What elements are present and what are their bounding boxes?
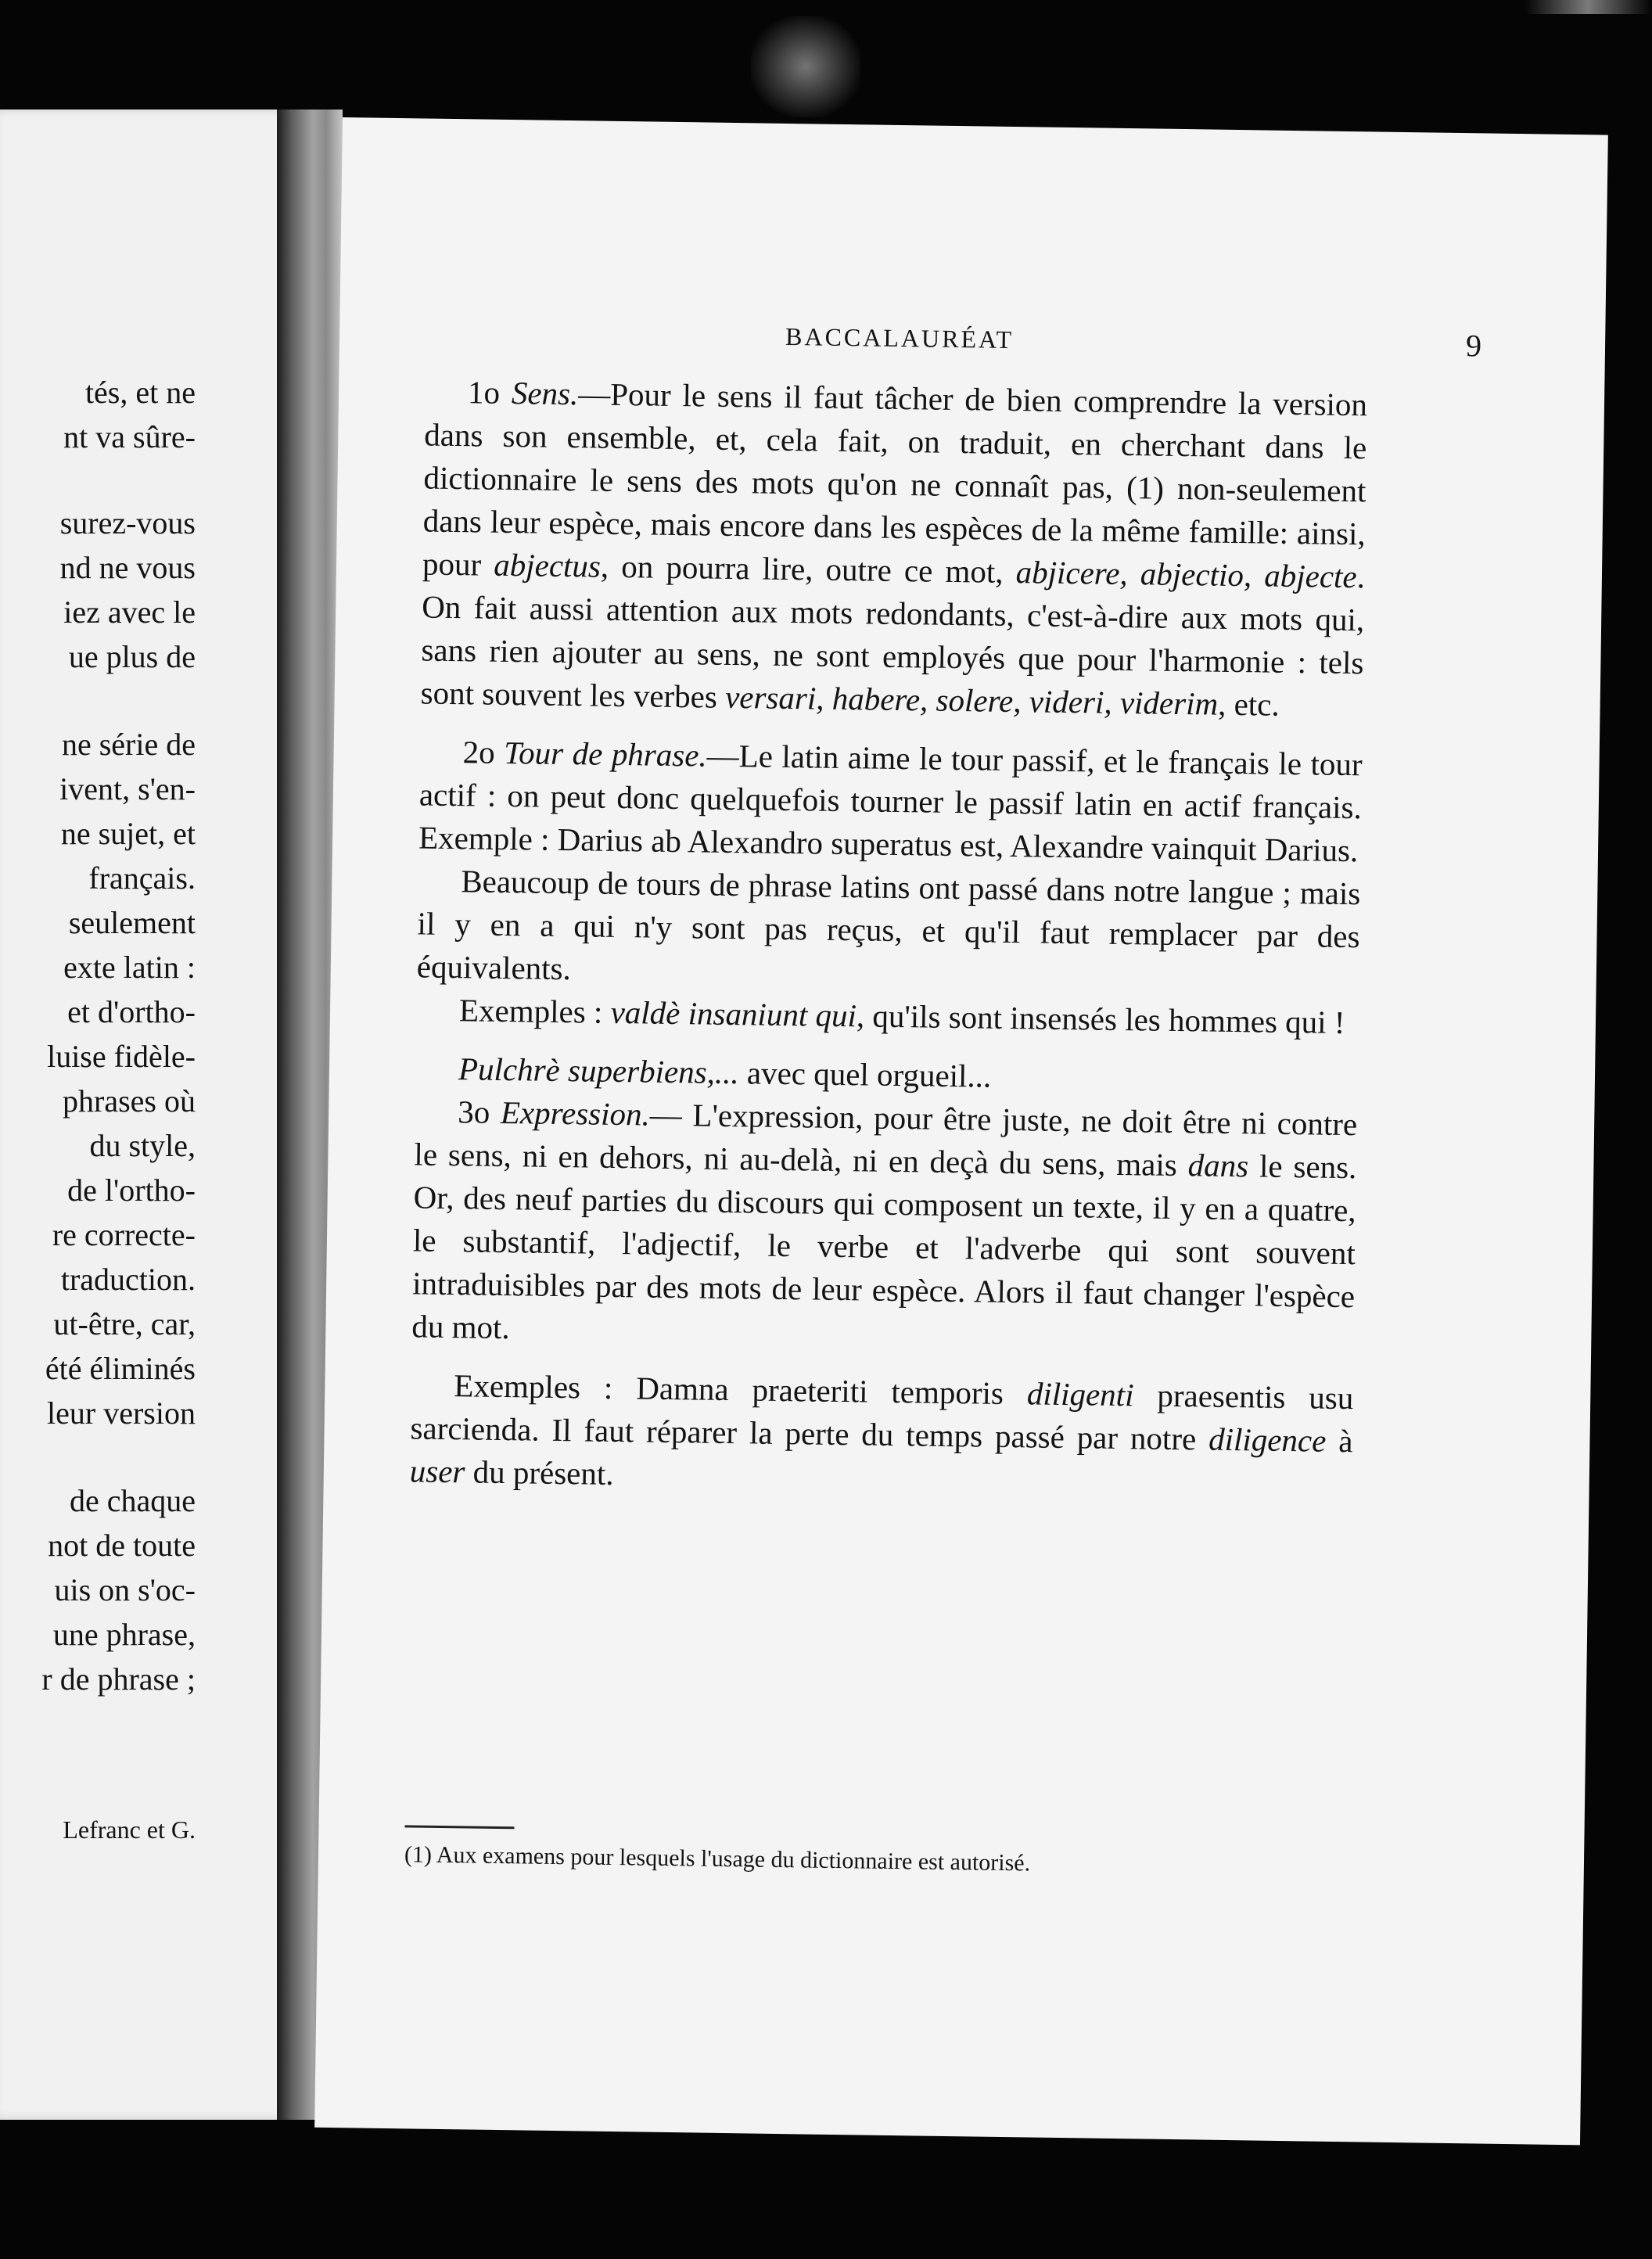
left-line: seulement	[68, 905, 196, 940]
paragraph-sens	[420, 371, 1367, 728]
left-line: nd ne vous	[59, 550, 196, 585]
left-line: été éliminés	[45, 1351, 196, 1386]
latin-phrase: valdè insaniunt qui	[610, 993, 857, 1034]
scan-streak	[1525, 0, 1650, 14]
emphasis-word: user	[409, 1453, 465, 1490]
paragraph-text: —Pour le sens il faut tâcher de bien comprendre la version dans son ensemble, et, cela fait, on traduit, en cherchant dans le dictionnaire le sens des mots qu'on ne connaît pas, (1) non-seulement dans leur espèce, mais encore dans les espèces de la même famille: ainsi, pour	[422, 375, 1368, 583]
emphasis-word: dans	[1187, 1147, 1249, 1184]
latin-word: abjectus	[494, 546, 602, 584]
footnote-divider	[404, 1825, 514, 1829]
left-line: ne série de	[61, 727, 196, 762]
left-page-footer: Lefranc et G.	[63, 1815, 196, 1844]
paragraph-text: , on pourra lire, outre ce mot,	[600, 548, 1017, 591]
latin-word: diligenti	[1026, 1375, 1134, 1413]
left-line: de chaque	[69, 1483, 196, 1518]
left-line: phrases où	[63, 1083, 196, 1119]
section-title: Sens.	[511, 375, 579, 412]
left-line: ne sujet, et	[60, 816, 196, 851]
paragraph-tours-latins: Beaucoup de tours de phrase latins ont passé dans notre langue ; mais il y en a qui n'y sont pas reçus, et qu'il faut remplacer par des équivalents.	[416, 863, 1361, 987]
left-line: et d'ortho-	[67, 994, 196, 1029]
left-line: tés, et ne	[84, 375, 196, 410]
paragraph-text: avec quel orgueil...	[738, 1054, 992, 1094]
emphasis-word: diligence	[1208, 1420, 1327, 1459]
paragraph-text: Exemples : Damna praeteriti temporis	[454, 1367, 1028, 1412]
left-line: ut-être, car,	[53, 1306, 196, 1341]
paragraph-text: —Le latin aime le tour passif, et le français le tour actif : on peut donc quelquefois tourner le passif latin en actif français. Exemple : Darius ab Alexandro superatus est, Alexandre vainquit Darius.	[418, 737, 1363, 869]
left-line: de l'ortho-	[67, 1173, 196, 1208]
left-line: not de toute	[48, 1528, 196, 1563]
paragraph-tour	[418, 730, 1363, 872]
paragraph-expression	[411, 1090, 1357, 1361]
latin-phrase: Pulchrè superbiens,...	[458, 1050, 740, 1091]
left-line: iez avec le	[63, 594, 196, 630]
section-number: 3o	[457, 1094, 490, 1130]
paragraph-text: à	[1326, 1422, 1353, 1460]
footnote: (1) Aux examens pour lesquels l'usage du dictionnaire est autorisé.	[404, 1841, 1031, 1877]
left-line: ue plus de	[68, 639, 196, 674]
paragraph-text: — L'expression, pour être juste, ne doit être ni contre le sens, ni en dehors, ni au-delà, ni en deçà du sens, mais	[414, 1096, 1358, 1183]
section-title: Expression.	[500, 1094, 651, 1133]
left-line: luise fidèle-	[47, 1039, 196, 1074]
left-line: r de phrase ;	[41, 1661, 196, 1697]
paragraph-text: Exemples :	[458, 992, 611, 1030]
page-header	[339, 316, 1545, 379]
scan-artifact	[751, 16, 860, 117]
left-line: français.	[88, 860, 196, 896]
paragraph-text: , etc.	[1217, 685, 1280, 723]
left-line: leur version	[47, 1395, 196, 1431]
left-page-fragment	[0, 110, 296, 2120]
paragraph-text: praesentis usu sarcienda. Il faut réparer la perte du temps passé par notre	[410, 1377, 1354, 1457]
left-line: uis on s'oc-	[54, 1572, 196, 1607]
left-line: ivent, s'en-	[59, 771, 196, 806]
left-line: exte latin :	[63, 950, 196, 985]
left-line: surez-vous	[59, 505, 196, 541]
paragraph-exemples-expression	[409, 1363, 1353, 1506]
paragraph-text: le sens. Or, des neuf parties du discours qui composent un texte, il y en a quatre, le substantif, l'adjectif, le verbe et l'adverbe qui sont souvent intraduisibles par des mots de leur espèce. Alors il faut changer l'espèce du mot.	[411, 1147, 1357, 1346]
page-number: 9	[1465, 328, 1482, 364]
left-line: une phrase,	[52, 1617, 196, 1652]
left-line: du style,	[89, 1128, 196, 1163]
left-line: re correcte-	[52, 1217, 196, 1252]
book-page	[314, 117, 1608, 2145]
paragraph-text: . On fait aussi attention aux mots redondants, c'est-à-dire aux mots qui, sans rien ajouter au sens, ne sont employés que pour l'harmonie : tels sont souvent les verbes	[420, 558, 1366, 715]
section-number: 1o	[467, 374, 501, 411]
paragraph-text: du présent.	[465, 1453, 614, 1492]
latin-word: abjicere, abjectio, abjecte	[1015, 554, 1357, 595]
section-title: Tour de phrase.	[503, 734, 708, 774]
paragraph-text: , qu'ils sont insensés les hommes qui !	[856, 997, 1345, 1041]
left-line: traduction.	[60, 1262, 196, 1297]
page-body	[409, 371, 1367, 1507]
left-line: nt va sûre-	[63, 419, 196, 454]
running-head: BACCALAURÉAT	[785, 321, 1015, 354]
latin-word: versari, habere, solere, videri, viderim	[724, 678, 1219, 722]
section-number: 2o	[462, 734, 496, 770]
